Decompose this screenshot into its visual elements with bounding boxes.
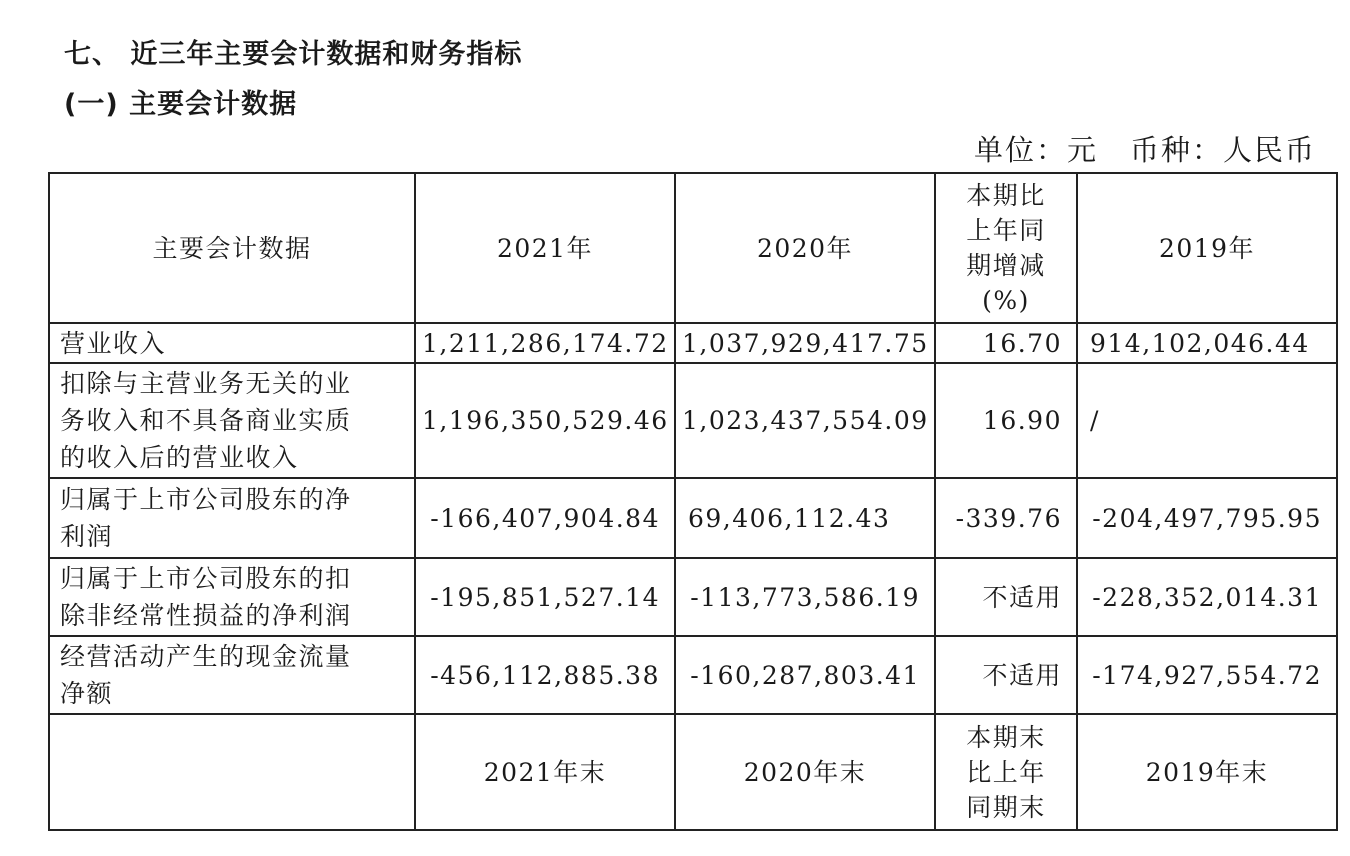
subheader-2020-cell: 2020年末 bbox=[675, 714, 935, 830]
row-label-line: 净额 bbox=[60, 679, 114, 708]
table-row bbox=[49, 558, 1337, 636]
header-change-line: (%) bbox=[982, 286, 1030, 315]
value-2021-cell: -195,851,527.14 bbox=[415, 558, 675, 636]
header-2020-cell: 2020年 bbox=[675, 173, 935, 323]
value-2021-cell: 1,196,350,529.46 bbox=[415, 363, 675, 478]
row-label-line: 除非经常性损益的净利润 bbox=[60, 601, 352, 630]
row-label-line: 经营活动产生的现金流量 bbox=[60, 642, 352, 671]
row-label-cell bbox=[49, 323, 415, 363]
row-label-cell bbox=[49, 636, 415, 714]
change-cell: 16.70 bbox=[935, 323, 1077, 363]
table-header-row bbox=[49, 173, 1337, 323]
row-label-cell bbox=[49, 478, 415, 558]
unit-currency-line bbox=[974, 128, 1316, 169]
header-2021-cell: 2021年 bbox=[415, 173, 675, 323]
row-label-line: 扣除与主营业务无关的业 bbox=[60, 369, 352, 398]
value-2019-cell: 914,102,046.44 bbox=[1077, 323, 1337, 363]
value-2020-cell: 69,406,112.43 bbox=[675, 478, 935, 558]
change-cell: -339.76 bbox=[935, 478, 1077, 558]
value-2021-cell: -166,407,904.84 bbox=[415, 478, 675, 558]
row-label-line: 归属于上市公司股东的扣 bbox=[60, 564, 352, 593]
row-label-cell bbox=[49, 558, 415, 636]
value-2020-cell: -160,287,803.41 bbox=[675, 636, 935, 714]
header-change-line: 期增减 bbox=[966, 251, 1046, 280]
subheader-change-line: 比上年 bbox=[966, 757, 1046, 787]
subheader-change-line: 同期末 bbox=[966, 792, 1046, 822]
change-cell: 不适用 bbox=[935, 558, 1077, 636]
table-subheader-row bbox=[49, 714, 1337, 830]
value-2020-cell: 1,023,437,554.09 bbox=[675, 363, 935, 478]
subheader-change-line: 本期末 bbox=[966, 722, 1046, 752]
value-2019-cell: / bbox=[1077, 363, 1337, 478]
value-2020-cell: 1,037,929,417.75 bbox=[675, 323, 935, 363]
table-row bbox=[49, 323, 1337, 363]
change-cell: 16.90 bbox=[935, 363, 1077, 478]
row-label-line: 的收入后的营业收入 bbox=[60, 443, 299, 472]
section-heading: 七、 近三年主要会计数据和财务指标 bbox=[64, 39, 523, 70]
header-label-cell: 主要会计数据 bbox=[49, 173, 415, 323]
row-label-line: 营业收入 bbox=[60, 328, 167, 358]
value-2021-cell: 1,211,286,174.72 bbox=[415, 323, 675, 363]
subheader-change-cell bbox=[935, 714, 1077, 830]
header-change-line: 本期比 bbox=[966, 181, 1046, 210]
subheader-2019-cell: 2019年末 bbox=[1077, 714, 1337, 830]
subheader-2021-cell: 2021年末 bbox=[415, 714, 675, 830]
value-2021-cell: -456,112,885.38 bbox=[415, 636, 675, 714]
subsection-heading: (一) 主要会计数据 bbox=[64, 89, 298, 120]
change-cell: 不适用 bbox=[935, 636, 1077, 714]
table-row bbox=[49, 478, 1337, 558]
row-label-line: 务收入和不具备商业实质 bbox=[60, 406, 352, 435]
header-change-line: 上年同 bbox=[966, 216, 1046, 245]
subheader-label-cell bbox=[49, 714, 415, 830]
header-change-cell bbox=[935, 173, 1077, 323]
table-row bbox=[49, 363, 1337, 478]
value-2019-cell: -174,927,554.72 bbox=[1077, 636, 1337, 714]
row-label-line: 利润 bbox=[60, 522, 114, 551]
unit-label: 单位：元 bbox=[973, 133, 1098, 167]
value-2019-cell: -228,352,014.31 bbox=[1077, 558, 1337, 636]
row-label-line: 归属于上市公司股东的净 bbox=[60, 485, 352, 514]
value-2020-cell: -113,773,586.19 bbox=[675, 558, 935, 636]
table-row bbox=[49, 636, 1337, 714]
currency-label: 币种：人民币 bbox=[1129, 133, 1316, 167]
header-2019-cell: 2019年 bbox=[1077, 173, 1337, 323]
value-2019-cell: -204,497,795.95 bbox=[1077, 478, 1337, 558]
accounting-data-table bbox=[48, 172, 1338, 831]
row-label-cell bbox=[49, 363, 415, 478]
